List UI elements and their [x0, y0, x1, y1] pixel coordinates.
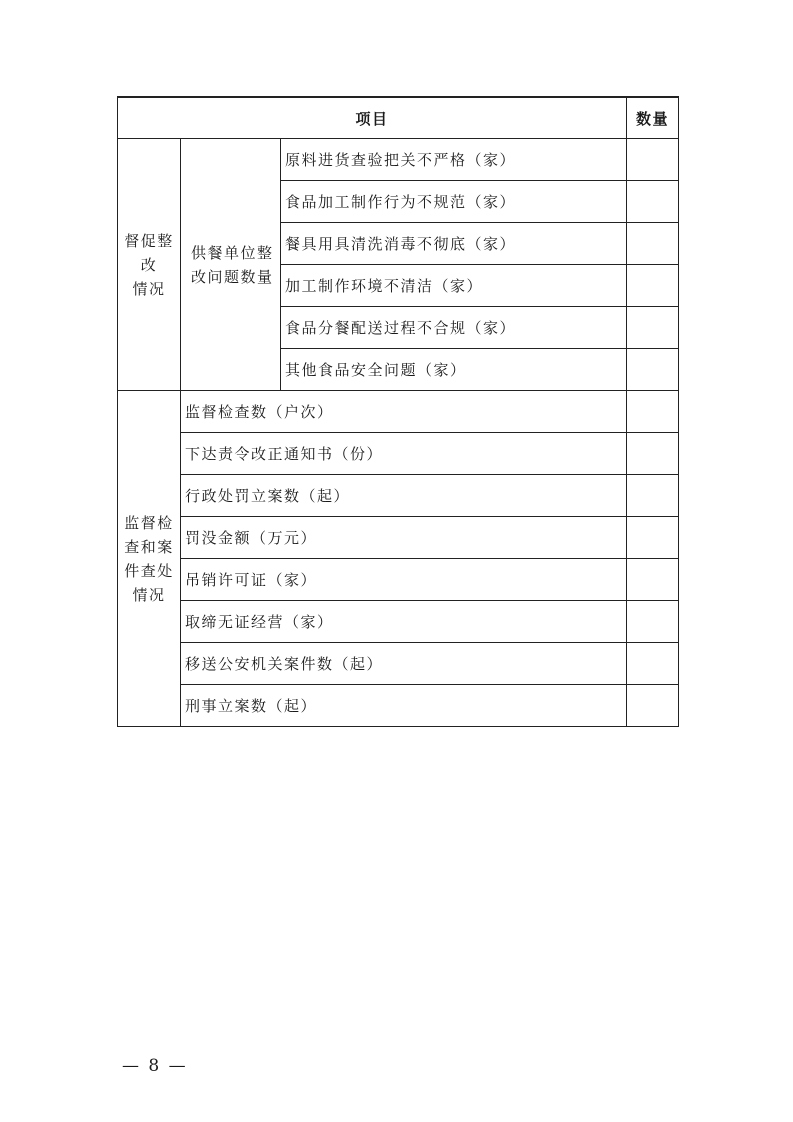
- item-label: 原料进货查验把关不严格（家）: [281, 139, 627, 181]
- quantity-cell[interactable]: [627, 139, 679, 181]
- quantity-cell[interactable]: [627, 433, 679, 475]
- group-label-rectification: [118, 139, 181, 391]
- item-label: 吊销许可证（家）: [181, 559, 627, 601]
- group-label-line: 督促整: [124, 231, 174, 250]
- group-label-line: 改: [140, 255, 158, 274]
- item-label: 监督检查数（户次）: [181, 391, 627, 433]
- item-label: 加工制作环境不清洁（家）: [281, 265, 627, 307]
- quantity-cell[interactable]: [627, 391, 679, 433]
- quantity-cell[interactable]: [627, 181, 679, 223]
- statistics-table: [117, 96, 679, 727]
- table-row: [118, 559, 679, 601]
- quantity-cell[interactable]: [627, 685, 679, 727]
- table-row: [118, 685, 679, 727]
- item-label: 移送公安机关案件数（起）: [181, 643, 627, 685]
- page-number: — 8 —: [122, 1056, 188, 1076]
- quantity-cell[interactable]: [627, 643, 679, 685]
- item-label: 刑事立案数（起）: [181, 685, 627, 727]
- quantity-cell[interactable]: [627, 559, 679, 601]
- table-row: [118, 601, 679, 643]
- item-label: 餐具用具清洗消毒不彻底（家）: [281, 223, 627, 265]
- group-label-line: 查和案: [124, 537, 174, 556]
- group-label-line: 情况: [132, 279, 166, 298]
- table-row: [118, 643, 679, 685]
- group-label-line: 件查处: [124, 561, 174, 580]
- table-header-row: [118, 97, 679, 139]
- quantity-cell[interactable]: [627, 601, 679, 643]
- item-label: 行政处罚立案数（起）: [181, 475, 627, 517]
- table-row: [118, 391, 679, 433]
- table-row: [118, 139, 679, 181]
- header-quantity: 数量: [627, 97, 679, 139]
- item-label: 其他食品安全问题（家）: [281, 349, 627, 391]
- sub-label-supplier-issues: [181, 139, 281, 391]
- item-label: 下达责令改正通知书（份）: [181, 433, 627, 475]
- quantity-cell[interactable]: [627, 307, 679, 349]
- quantity-cell[interactable]: [627, 265, 679, 307]
- table-row: [118, 433, 679, 475]
- item-label: 取缔无证经营（家）: [181, 601, 627, 643]
- group-label-inspection: [118, 391, 181, 727]
- item-label: 食品分餐配送过程不合规（家）: [281, 307, 627, 349]
- group-label-line: 情况: [132, 585, 166, 604]
- header-item: 项目: [118, 97, 627, 139]
- sub-label-line: 改问题数量: [191, 267, 274, 286]
- sub-label-line: 供餐单位整: [191, 243, 274, 262]
- group-label-line: 监督检: [124, 513, 174, 532]
- table-row: [118, 517, 679, 559]
- quantity-cell[interactable]: [627, 517, 679, 559]
- quantity-cell[interactable]: [627, 223, 679, 265]
- item-label: 食品加工制作行为不规范（家）: [281, 181, 627, 223]
- item-label: 罚没金额（万元）: [181, 517, 627, 559]
- quantity-cell[interactable]: [627, 349, 679, 391]
- quantity-cell[interactable]: [627, 475, 679, 517]
- table-row: [118, 475, 679, 517]
